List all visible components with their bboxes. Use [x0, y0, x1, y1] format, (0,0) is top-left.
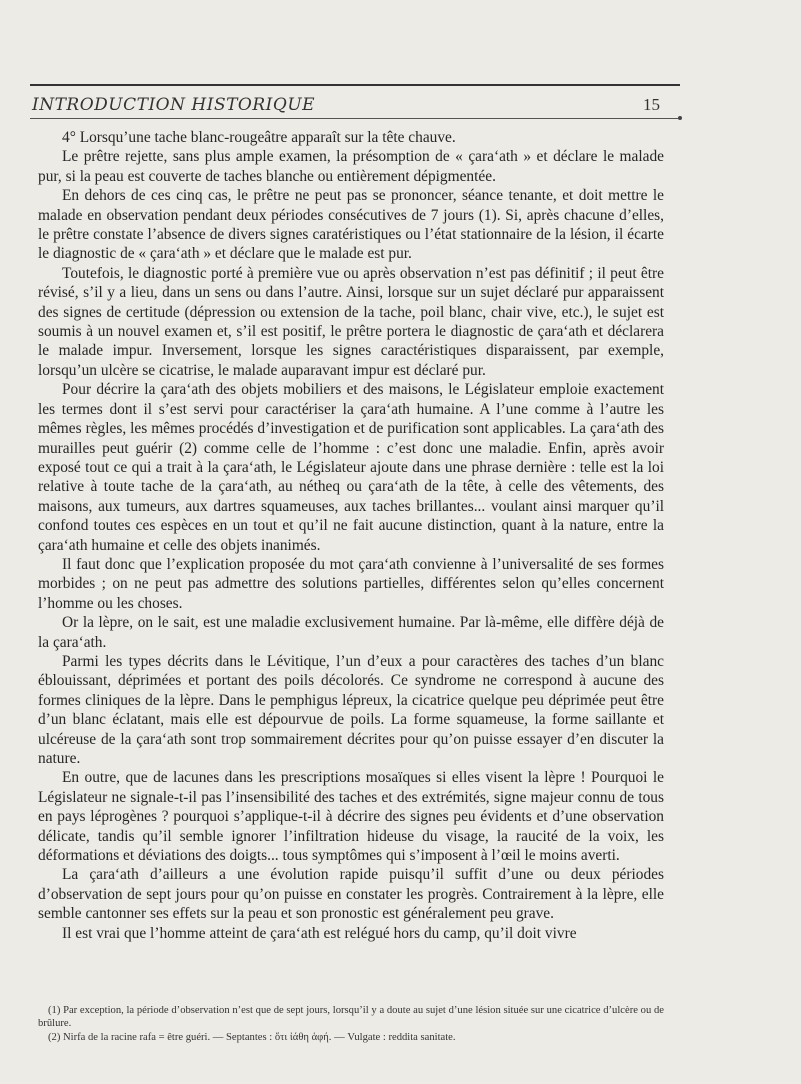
page-header	[32, 95, 660, 117]
paragraph: 4° Lorsqu’une tache blanc-rougeâtre apparaît sur la tête chauve.	[62, 129, 456, 146]
paragraph: En dehors de ces cinq cas, le prêtre ne peut pas se prononcer, séance tenante, et doit mettre le malade en observation pendant deux périodes consécutives de 7 jours (1). Si, après chacune d’elles, le prêtre constate l’absence de divers signes caratéristiques ou l’état stationnaire de la lésion, il écarte le diagnostic de « çara‘ath » et déclare que le malade est pur.	[38, 187, 664, 263]
paragraph: Toutefois, le diagnostic porté à première vue ou après observation n’est pas définitif ; il peut être révisé, s’il y a lieu, dans un sens ou dans l’autre. Ainsi, lorsque sur un sujet déclaré pur apparaissent des signes de certitude (dépression ou extension de la tache, poil blanc, chair vive, etc.), le sujet est soumis à un nouvel examen et, s’il est positif, le prêtre portera le diagnostic de çara‘ath et déclarera le malade impur. Inversement, lorsque les signes caractéristiques disparaissent, par exemple, lorsqu’un ulcère se cicatrise, le malade auparavant impur est déclaré pur.	[38, 264, 664, 379]
running-title: INTRODUCTION HISTORIQUE	[32, 95, 316, 115]
paragraph: Il est vrai que l’homme atteint de çara‘ath est relégué hors du camp, qu’il doit vivre	[62, 924, 577, 942]
top-rule	[30, 84, 680, 86]
paragraph: Pour décrire la çara‘ath des objets mobiliers et des maisons, le Législateur emploie exactement les termes dont il s’est servi pour caractériser la çara‘ath humaine. A l’une comme à l’autre les mêmes règles, les mêmes procédés d’investigation et de purification sont applicables. La çara‘ath des murailles peut guérir (2) comme celle de l’homme : c’est donc une maladie. Enfin, après avoir exposé tout ce qui a trait à la çara‘ath, le Législateur ajoute dans une phrase dernière : telle est la loi relative à toute tache de la çara‘ath, au nétheq ou çara‘ath de la tête, à celle des vêtements, des maisons, aux tumeurs, aux dartres squameuses, aux taches brillantes... voulant ainsi marquer qu’il confond toutes ces espèces en un tout et qu’il ne fait aucune distinction, quant à la nature, entre la çara‘ath humaine et celle des objets inanimés.	[38, 381, 664, 554]
header-rule-dot	[678, 116, 682, 120]
paragraph: Il faut donc que l’explication proposée du mot çara‘ath convienne à l’universalité de ses formes morbides ; on ne peut pas admettre des solutions partielles, différentes selon qu’elles concernent l’homme ou les choses.	[38, 555, 664, 612]
page-number: 15	[643, 95, 660, 114]
paragraph: Parmi les types décrits dans le Lévitique, l’un d’eux a pour caractères des taches d’un blanc éblouissant, déprimées et portant des poils décolorés. Ce syndrome ne correspond à aucune des formes cliniques de la lèpre. Dans le pemphigus lépreux, la cicatrice quelque peu déprimée peut être d’un blanc éclatant, mais elle est dépourvue de poils. La forme squameuse, la forme saillante et ulcéreuse de la çara‘ath sont trop sommairement décrites pour qu’on puisse essayer d’en discuter la nature.	[38, 652, 664, 767]
footnote: (1) Par exception, la période d’observation n’est que de sept jours, lorsqu’il y a doute au sujet d’une lésion située sur une cicatrice d’ulcère ou de brûlure.	[38, 1005, 664, 1030]
footnote: (2) Nirfa de la racine rafa = être guéri. — Septantes : ὅτι ἰάθη ἁφή. — Vulgate : reddita sanitate.	[48, 1031, 456, 1043]
paragraph: Le prêtre rejette, sans plus ample examen, la présomption de « çara‘ath » et déclare le malade pur, si la peau est couverte de taches blanche ou entièrement dépigmentée.	[38, 148, 664, 185]
paragraph: Or la lèpre, on le sait, est une maladie exclusivement humaine. Par là-même, elle diffère déjà de la çara‘ath.	[38, 614, 664, 651]
paragraph: En outre, que de lacunes dans les prescriptions mosaïques si elles visent la lèpre ! Pourquoi le Législateur ne signale-t-il pas l’insensibilité des taches et des extrémités, signe majeur connu de tous en pays léprogènes ? pourquoi s’applique-t-il à décrire des signes peu évidents et d’une observation délicate, tandis qu’il semble ignorer l’infiltration hideuse du visage, la raucité de la voix, les déformations et déviations des doigts... tous symptômes qui s’imposent à l’œil le moins averti.	[38, 769, 664, 865]
paragraph: La çara‘ath d’ailleurs a une évolution rapide puisqu’il suffit d’une ou deux périodes d’observation de sept jours pour qu’on puisse en constater les progrès. Contrairement à la lèpre, elle semble cantonner ses effets sur la peau et son pronostic est généralement peu grave.	[38, 866, 664, 923]
body-text	[38, 128, 664, 943]
footnotes	[38, 1004, 664, 1044]
header-rule	[30, 118, 680, 119]
